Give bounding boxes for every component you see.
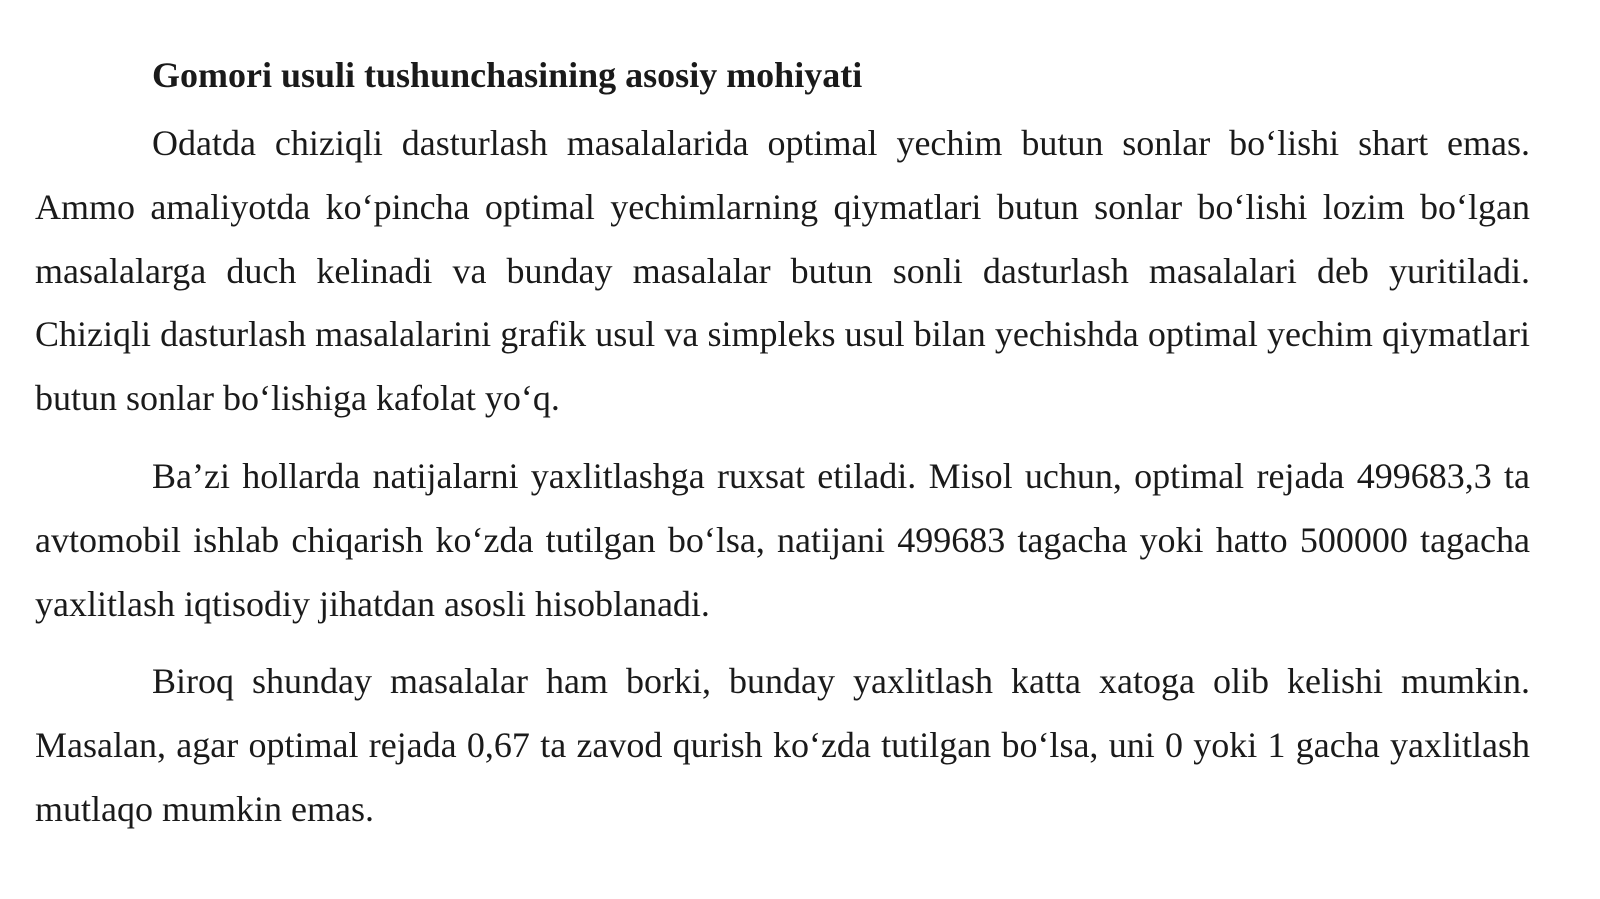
document-page	[35, 52, 1530, 856]
paragraph-3: Biroq shunday masalalar ham borki, bunday yaxlitlash katta xatoga olib kelishi mumkin. Masalan, agar optimal rejada 0,67 ta zavod qurish ko‘zda tutilgan bo‘lsa, uni 0 yoki 1 gacha yaxlitlash mutlaqo mumkin emas.	[35, 661, 1530, 829]
paragraph-1: Odatda chiziqli dasturlash masalalarida optimal yechim butun sonlar bo‘lishi shart emas. Ammo amaliyotda ko‘pincha optimal yechimlarning qiymatlari butun sonlar bo‘lishi lozim bo‘lgan masalalarga duch kelinadi va bunday masalalar butun sonli dasturlash masalalari deb yuritiladi. Chiziqli dasturlash masalalarini grafik usul va simpleks usul bilan yechishda optimal yechim qiymatlari butun sonlar bo‘lishiga kafolat yo‘q.	[35, 123, 1530, 419]
document-heading: Gomori usuli tushunchasining asosiy mohiyati	[152, 55, 863, 95]
paragraph-2: Ba’zi hollarda natijalarni yaxlitlashga ruxsat etiladi. Misol uchun, optimal rejada 499683,3 ta avtomobil ishlab chiqarish ko‘zda tutilgan bo‘lsa, natijani 499683 tagacha yoki hatto 500000 tagacha yaxlitlash iqtisodiy jihatdan asosli hisoblanadi.	[35, 455, 1530, 624]
